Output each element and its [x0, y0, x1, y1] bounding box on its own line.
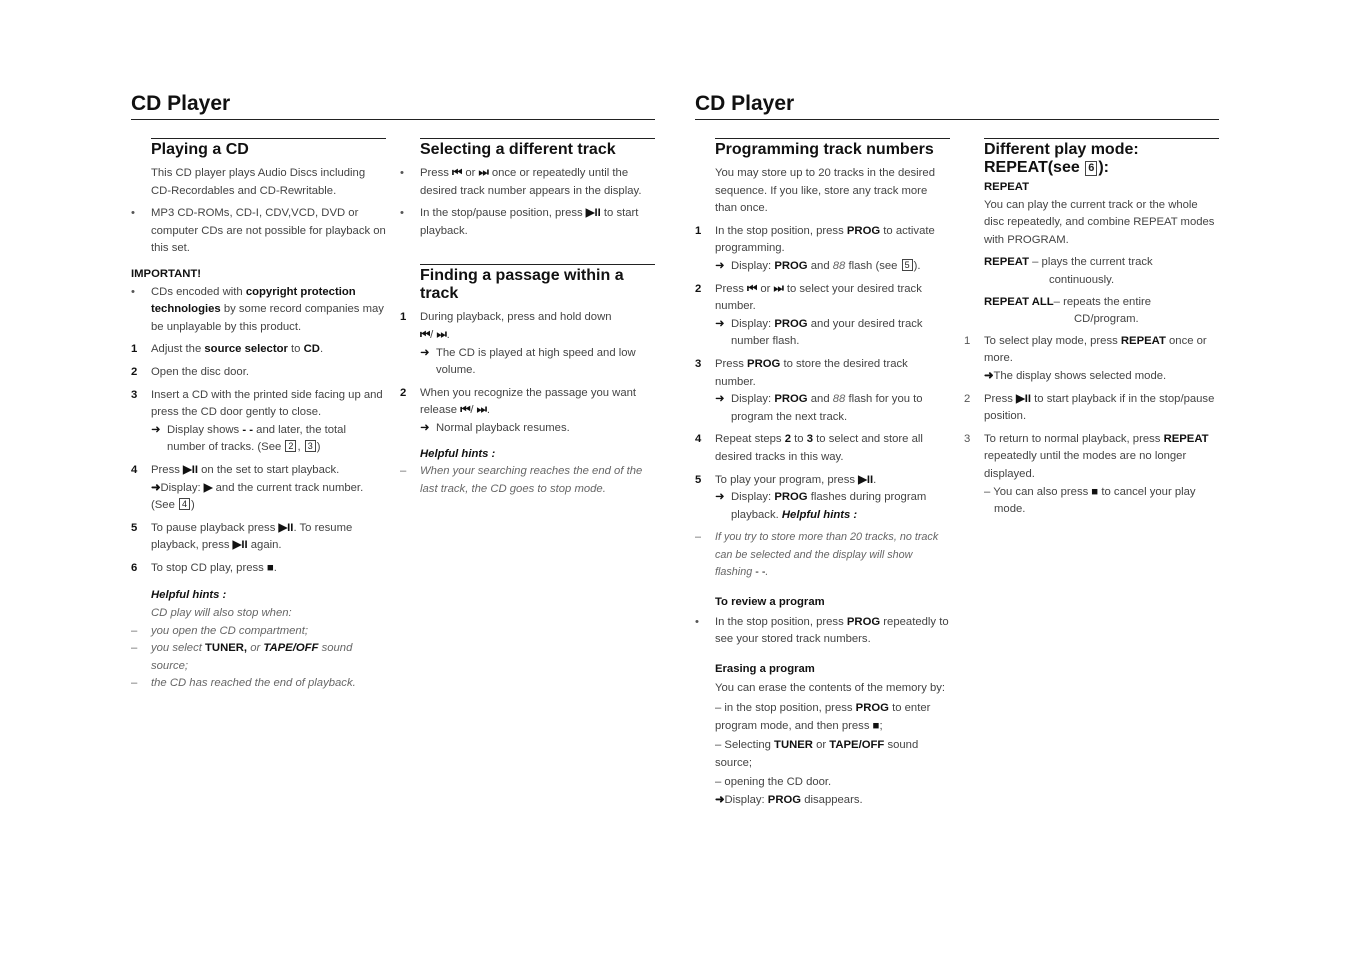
step-1: 1 To select play mode, press REPEAT once or more. ➜The display shows selected mode. [964, 334, 1207, 382]
title-rule-right [695, 119, 1219, 120]
hint-item: – you open the CD compartment; [131, 624, 308, 637]
page-title-left: CD Player [131, 92, 231, 115]
list-item: • In the stop position, press PROG repeatedly to see your stored track numbers. [695, 615, 949, 646]
column-playing-cd [131, 138, 386, 693]
next-track-icon: ⏭ [478, 167, 489, 179]
arrow-icon: ➜ [715, 259, 725, 272]
column-programming [695, 138, 950, 810]
play-pause-icon: ▶II [1016, 392, 1031, 405]
erasing-program-body: You can erase the contents of the memory by: – in the stop position, press PROG to enter program mode, and then press ■; – Selecting TUNER or TAPE/OFF sound source; – opening the CD door. ➜Display: PROG disappears. [715, 682, 946, 806]
hint-item: – If you try to store more than 20 tracks, no track can be selected and the display will show flashing - -. [695, 531, 939, 579]
page-title-right: CD Player [695, 92, 795, 115]
list-item: • CDs encoded with copyright protection technologies by some record companies may be unplayable by this product. [131, 285, 384, 333]
arrow-icon: ➜ [715, 794, 725, 806]
playing-intro: This CD player plays Audio Discs including CD-Recordables and CD-Rewritable. [151, 167, 366, 197]
play-pause-icon: ▶II [232, 539, 248, 552]
important-label: IMPORTANT! [131, 267, 202, 280]
step-5: 5 To play your program, press ▶II. ➜ Display: PROG flashes during program playback. Helpful hints : [695, 473, 927, 521]
previous-track-icon: ⏮ [460, 404, 471, 417]
play-pause-icon: ▶II [183, 463, 198, 476]
arrow-icon: ➜ [715, 491, 725, 504]
column-repeat [964, 138, 1219, 524]
next-track-icon: ⏭ [476, 404, 487, 417]
arrow-icon: ➜ [715, 317, 725, 330]
arrow-icon: ➜ [151, 481, 161, 494]
stop-icon: ■ [1091, 485, 1099, 498]
hints-intro: CD play will also stop when: [151, 607, 292, 620]
programming-intro: You may store up to 20 tracks in the desired sequence. If you like, store any track more than once. [715, 167, 935, 215]
erasing-program-heading: Erasing a program [715, 662, 815, 675]
step-6: 6 To stop CD play, press ■. [131, 561, 277, 574]
step-2: 2 Press ▶II to start playback if in the stop/pause position. [964, 392, 1215, 423]
step-2: 2 Open the disc door. [131, 365, 249, 378]
play-pause-icon: ▶II [858, 473, 874, 486]
heading-programming: Programming track numbers [715, 138, 950, 159]
helpful-hints-label: Helpful hints : [420, 447, 496, 460]
next-track-icon: ⏭ [436, 328, 447, 341]
list-item: • MP3 CD-ROMs, CD-I, CDV,VCD, DVD or computer CDs are not possible for playback on this set. [131, 207, 386, 255]
hint-item: – you select TUNER, or TAPE/OFF sound source; [131, 642, 353, 672]
helpful-hints-label: Helpful hints : [151, 589, 227, 602]
step-4: 4 Press ▶II on the set to start playback. ➜Display: ▶ and the current track number. (See 4 ) [131, 463, 364, 512]
hint-item: – When your searching reaches the end of the last track, the CD goes to stop mode. [400, 465, 643, 495]
arrow-icon: ➜ [151, 423, 161, 436]
play-pause-icon: ▶II [278, 521, 294, 534]
title-rule-left [131, 119, 655, 120]
play-icon: ▶ [203, 481, 213, 494]
step-4: 4 Repeat steps 2 to 3 to select and store all desired tracks in this way. [695, 433, 923, 463]
step-3: 3 Press PROG to store the desired track number. ➜ Display: PROG and 88 flash for you to program the next track. [695, 357, 923, 423]
heading-selecting-track: Selecting a different track [420, 138, 655, 159]
step-1: 1 During playback, press and hold down ⏮/ ⏭. ➜ The CD is played at high speed and low volume. [400, 311, 636, 377]
step-2: 2 When you recognize the passage you want release ⏮/ ⏭. ➜ Normal playback resumes. [400, 385, 655, 438]
step-5: 5 To pause playback press ▶II. To resume playback, press ▶II again. [131, 521, 353, 552]
repeat-all-definition: REPEAT ALL– repeats the entire CD/program. [984, 295, 1152, 326]
stop-icon: ■ [266, 561, 274, 574]
heading-playing-cd: Playing a CD [151, 138, 386, 159]
previous-track-icon: ⏮ [420, 328, 431, 341]
previous-track-icon: ⏮ [747, 282, 758, 295]
segment-display-icon: 88 [832, 393, 846, 406]
list-item: • Press ⏮ or ⏭ once or repeatedly until the desired track number appears in the display. [400, 167, 642, 197]
arrow-icon: ➜ [715, 393, 725, 406]
previous-track-icon: ⏮ [452, 167, 463, 179]
heading-repeat-mode: Different play mode: REPEAT(see 6 ): [984, 138, 1219, 177]
list-item: • In the stop/pause position, press ▶II to start playback. [400, 207, 639, 237]
step-2: 2 Press ⏮ or ⏭ to select your desired track number. ➜ Display: PROG and your desired track number flash. [695, 282, 923, 348]
step-1: 1 In the stop position, press PROG to activate programming. ➜ Display: PROG and 88 flash (see 5 ). [695, 223, 950, 276]
arrow-icon: ➜ [420, 346, 430, 359]
step-3: 3 To return to normal playback, press REPEAT repeatedly until the modes are no longer displayed. – You can also press ■ to cancel your play mode. [964, 432, 1209, 516]
repeat-subheading: REPEAT [984, 181, 1029, 193]
step-1: 1 Adjust the source selector to CD. [131, 343, 324, 356]
segment-display-icon: 88 [832, 259, 846, 272]
step-3: 3 Insert a CD with the printed side facing up and press the CD door gently to close. ➜ Display shows - - and later, the total number of tracks. (See 2 , 3 ) [131, 388, 383, 454]
arrow-icon: ➜ [420, 421, 430, 434]
review-program-heading: To review a program [715, 596, 825, 609]
hint-item: – the CD has reached the end of playback. [131, 677, 356, 690]
stop-icon: ■ [872, 719, 880, 732]
next-track-icon: ⏭ [773, 282, 784, 295]
column-selecting-finding [400, 138, 655, 498]
arrow-icon: ➜ [984, 369, 994, 382]
heading-finding-passage: Finding a passage within a track [420, 264, 655, 303]
play-pause-icon: ▶II [585, 207, 601, 220]
repeat-mode-definition: REPEAT – plays the current track continuously. [984, 256, 1153, 286]
repeat-intro: You can play the current track or the whole disc repeatedly, and combine REPEAT modes with PROGRAM. [984, 198, 1215, 246]
